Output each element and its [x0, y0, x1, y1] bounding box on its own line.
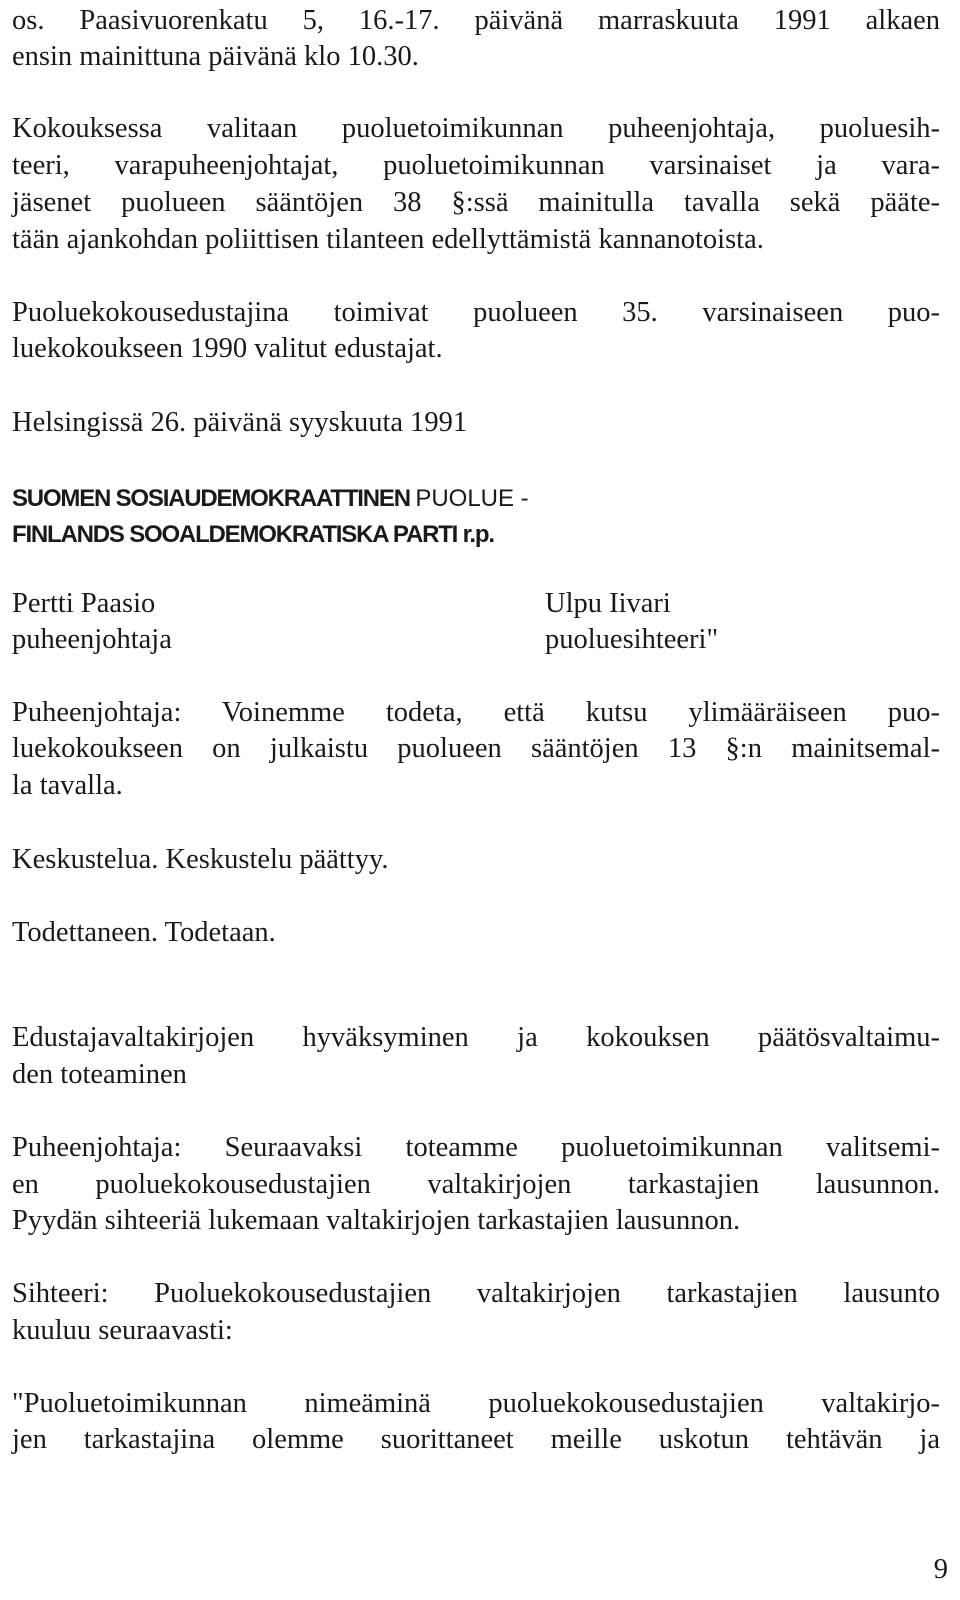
text-line: Kokouksessa valitaan puoluetoimikunnan puheenjohtaja, puoluesih-	[12, 113, 940, 144]
signer-name: Pertti Paasio	[12, 588, 156, 619]
signer-name: Ulpu Iivari	[545, 588, 671, 619]
party-name-rest: PUOLUE -	[415, 485, 529, 512]
text-line: jen tarkastajina olemme suorittaneet meille uskotun tehtävän ja	[12, 1424, 940, 1455]
text-line: tään ajankohdan poliittisen tilanteen edellyttämistä kannanotoista.	[12, 224, 764, 255]
text-line: Puheenjohtaja: Seuraavaksi toteamme puoluetoimikunnan valitsemi-	[12, 1132, 940, 1163]
page-number: 9	[933, 1554, 948, 1585]
signer-title: puheenjohtaja	[12, 624, 172, 655]
text-line: teeri, varapuheenjohtajat, puoluetoimikunnan varsinaiset ja vara-	[12, 150, 940, 181]
text-line: os. Paasivuorenkatu 5, 16.-17. päivänä marraskuuta 1991 alkaen	[12, 5, 940, 36]
text-line: ensin mainittuna päivänä klo 10.30.	[12, 41, 419, 72]
text-line: Todettaneen. Todetaan.	[12, 917, 276, 948]
text-line: Puoluekokousedustajina toimivat puolueen 35. varsinaiseen puo-	[12, 297, 940, 328]
text-line: luekokoukseen on julkaistu puolueen sääntöjen 13 §:n mainitsemal-	[12, 733, 940, 764]
text-line: Sihteeri: Puoluekokousedustajien valtakirjojen tarkastajien lausunto	[12, 1278, 940, 1309]
signature-left	[12, 586, 172, 658]
text-line: Keskustelua. Keskustelu päättyy.	[12, 844, 389, 875]
section-heading-line: den toteaminen	[12, 1059, 187, 1090]
text-line: en puoluekokousedustajien valtakirjojen tarkastajien lausunnon.	[12, 1169, 940, 1200]
text-line: "Puoluetoimikunnan nimeäminä puoluekokousedustajien valtakirjo-	[12, 1388, 940, 1419]
party-name-bold: SUOMEN SOSIAUDEMOKRAATTINEN	[12, 485, 410, 512]
text-line: jäsenet puolueen sääntöjen 38 §:ssä mainitulla tavalla sekä pääte-	[12, 187, 940, 218]
text-line: Helsingissä 26. päivänä syyskuuta 1991	[12, 407, 468, 438]
section-heading-line: Edustajavaltakirjojen hyväksyminen ja kokouksen päätösvaltaimu-	[12, 1022, 940, 1053]
text-line: Puheenjohtaja: Voinemme todeta, että kutsu ylimääräiseen puo-	[12, 697, 940, 728]
text-line: Pyydän sihteeriä lukemaan valtakirjojen tarkastajien lausunnon.	[12, 1205, 741, 1236]
text-line: luekokoukseen 1990 valitut edustajat.	[12, 333, 443, 364]
signer-title: puoluesihteeri"	[545, 624, 719, 655]
signature-right	[545, 586, 718, 658]
text-line: kuuluu seuraavasti:	[12, 1315, 233, 1346]
party-name-line-2: FINLANDS SOOALDEMOKRATISKA PARTI r.p.	[12, 521, 494, 548]
party-name-line-1	[12, 481, 529, 517]
text-line: la tavalla.	[12, 770, 123, 801]
